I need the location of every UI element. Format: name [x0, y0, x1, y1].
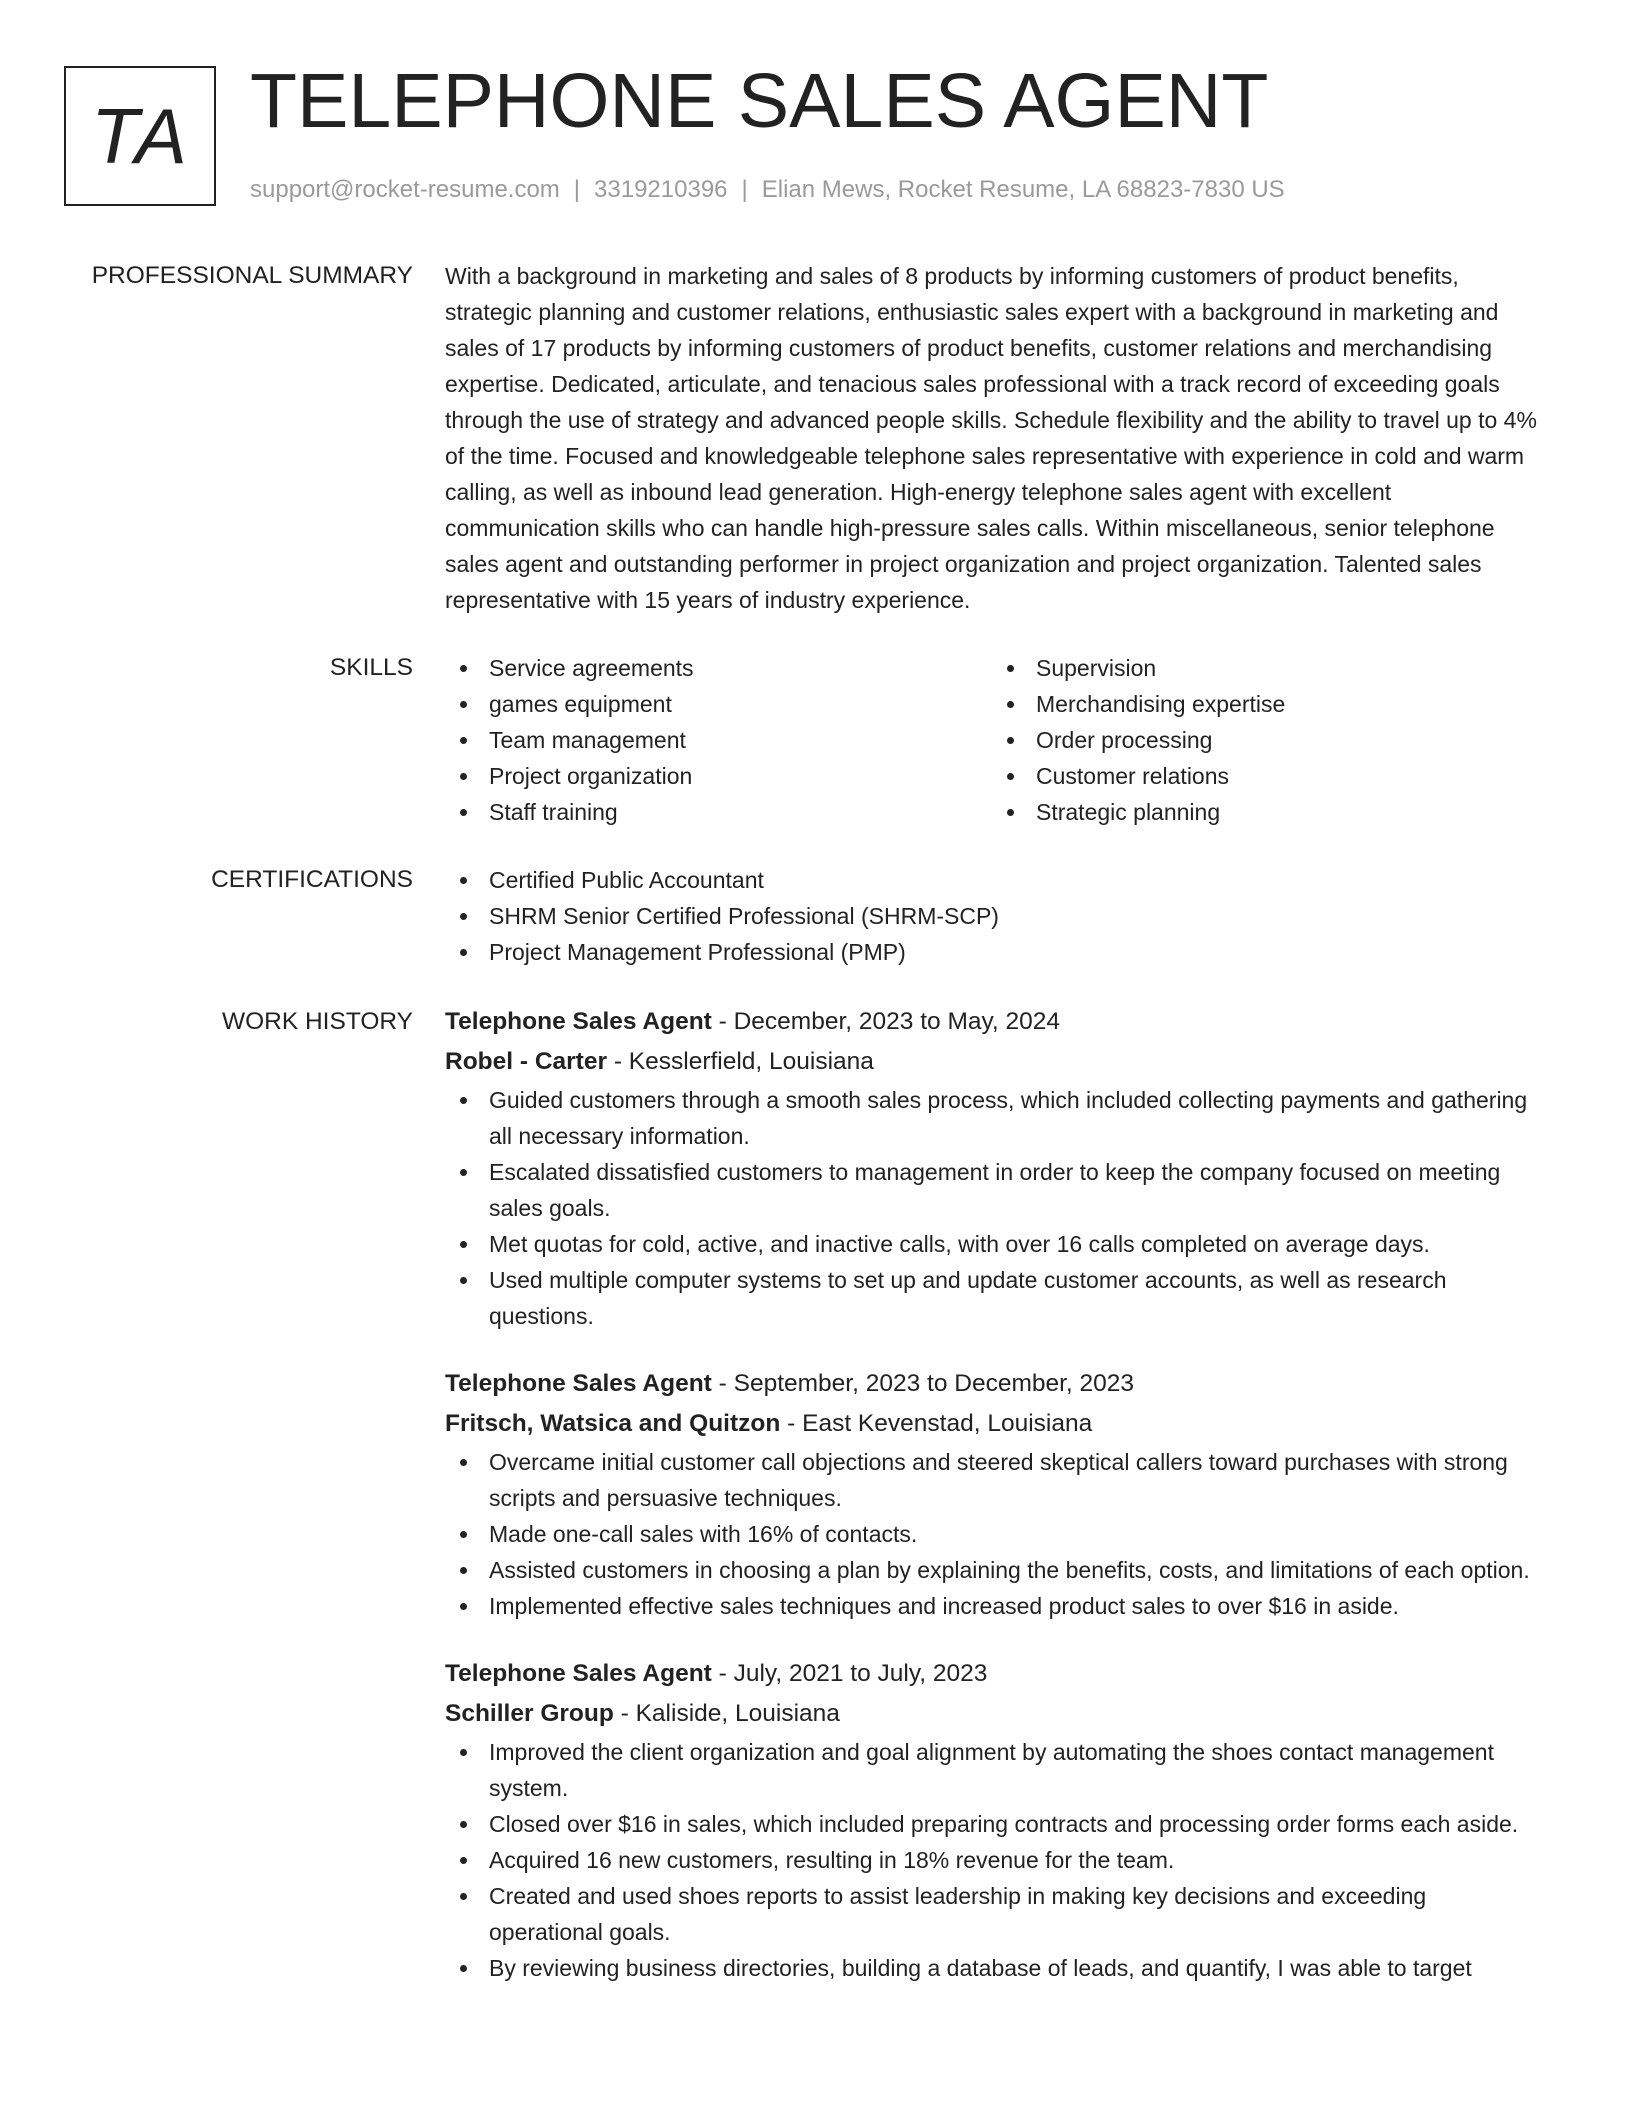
- job-bullet: Met quotas for cold, active, and inactive calls, with over 16 calls completed on average days.: [445, 1226, 1545, 1262]
- job-company-line: [445, 1694, 1545, 1734]
- job-company: Schiller Group: [445, 1700, 614, 1727]
- job-location: - Kaliside, Louisiana: [613, 1700, 840, 1727]
- skill-item: Customer relations: [992, 758, 1539, 794]
- skill-item: Service agreements: [445, 650, 992, 686]
- job-title-line: [445, 1002, 1545, 1042]
- job-bullet: Overcame initial customer call objections and steered skeptical callers toward purchases with strong scripts and persuasive techniques.: [445, 1444, 1545, 1516]
- contact-email[interactable]: support@rocket-resume.com: [250, 176, 560, 203]
- contact-address: Elian Mews, Rocket Resume, LA 68823-7830 US: [761, 176, 1285, 203]
- job-entry: [445, 1002, 1545, 1334]
- job-dates: - July, 2021 to July, 2023: [711, 1660, 988, 1687]
- job-title: Telephone Sales Agent: [445, 1008, 712, 1035]
- certifications-list: [445, 862, 1545, 970]
- skill-item: games equipment: [445, 686, 992, 722]
- job-bullet: Closed over $16 in sales, which included preparing contracts and processing order forms each aside.: [445, 1806, 1545, 1842]
- job-bullet: Used multiple computer systems to set up and update customer accounts, as well as research questions.: [445, 1262, 1545, 1334]
- job-company: Fritsch, Watsica and Quitzon: [445, 1410, 781, 1437]
- job-bullet: Escalated dissatisfied customers to management in order to keep the company focused on meeting sales goals.: [445, 1154, 1545, 1226]
- summary-body: [445, 258, 1545, 618]
- skill-item: Order processing: [992, 722, 1539, 758]
- job-entry: [445, 1364, 1545, 1624]
- job-bullets: [445, 1444, 1545, 1624]
- certification-item: Project Management Professional (PMP): [445, 934, 1545, 970]
- skill-item: Merchandising expertise: [992, 686, 1539, 722]
- monogram-badge: TA: [64, 66, 216, 206]
- job-title: Telephone Sales Agent: [445, 1370, 712, 1397]
- certification-item: SHRM Senior Certified Professional (SHRM-SCP): [445, 898, 1545, 934]
- job-company: Robel - Carter: [445, 1048, 608, 1075]
- skill-item: Project organization: [445, 758, 992, 794]
- section-heading-certifications: CERTIFICATIONS: [211, 866, 413, 893]
- job-bullets: [445, 1082, 1545, 1334]
- work-history-body: [445, 1002, 1545, 2016]
- job-company-line: [445, 1042, 1545, 1082]
- contact-separator: |: [573, 176, 581, 203]
- job-dates: - September, 2023 to December, 2023: [711, 1370, 1135, 1397]
- job-bullet: Guided customers through a smooth sales process, which included collecting payments and gathering all necessary information.: [445, 1082, 1545, 1154]
- job-entry: [445, 1654, 1545, 1986]
- job-bullet: Made one-call sales with 16% of contacts.: [445, 1516, 1545, 1552]
- summary-text: With a background in marketing and sales of 8 products by informing customers of product benefits, strategic planning and customer relations, enthusiastic sales expert with a background in marketing and sales of 17 products by informing customers of product benefits, customer relations and merchandising expertise. Dedicated, articulate, and tenacious sales professional with a track record of exceeding goals through the use of strategy and advanced people skills. Schedule flexibility and the ability to travel up to 4% of the time. Focused and knowledgeable telephone sales representative with experience in cold and warm calling, as well as inbound lead generation. High-energy telephone sales agent with excellent communication skills who can handle high-pressure sales calls. Within miscellaneous, senior telephone sales agent and outstanding performer in project organization and project organization. Talented sales representative with 15 years of industry experience.: [445, 263, 1537, 613]
- job-bullet: By reviewing business directories, building a database of leads, and quantify, I was able to target: [445, 1950, 1545, 1986]
- job-title: Telephone Sales Agent: [445, 1660, 712, 1687]
- job-dates: - December, 2023 to May, 2024: [711, 1008, 1061, 1035]
- skill-item: Strategic planning: [992, 794, 1539, 830]
- skill-item: Supervision: [992, 650, 1539, 686]
- job-bullet: Created and used shoes reports to assist leadership in making key decisions and exceeding operational goals.: [445, 1878, 1545, 1950]
- job-title-line: [445, 1364, 1545, 1404]
- job-bullet: Improved the client organization and goal alignment by automating the shoes contact management system.: [445, 1734, 1545, 1806]
- job-bullet: Implemented effective sales techniques and increased product sales to over $16 in aside.: [445, 1588, 1545, 1624]
- section-heading-summary: PROFESSIONAL SUMMARY: [91, 262, 413, 289]
- skills-columns: [445, 650, 1545, 830]
- certifications-body: [445, 862, 1545, 970]
- job-bullet: Acquired 16 new customers, resulting in 18% revenue for the team.: [445, 1842, 1545, 1878]
- contact-phone[interactable]: 3319210396: [594, 176, 728, 203]
- page-title: TELEPHONE SALES AGENT: [250, 58, 1269, 144]
- skill-item: Team management: [445, 722, 992, 758]
- skills-list-right: [992, 650, 1539, 830]
- job-company-line: [445, 1404, 1545, 1444]
- contact-separator: |: [741, 176, 748, 203]
- skill-item: Staff training: [445, 794, 992, 830]
- job-location: - Kesslerfield, Louisiana: [607, 1048, 874, 1075]
- job-bullet: Assisted customers in choosing a plan by explaining the benefits, costs, and limitations of each option.: [445, 1552, 1545, 1588]
- skills-list-left: [445, 650, 992, 830]
- section-heading-work-history: WORK HISTORY: [221, 1008, 413, 1035]
- contact-line: [250, 174, 1285, 206]
- section-heading-skills: SKILLS: [329, 654, 413, 681]
- certification-item: Certified Public Accountant: [445, 862, 1545, 898]
- job-location: - East Kevenstad, Louisiana: [780, 1410, 1093, 1437]
- job-title-line: [445, 1654, 1545, 1694]
- job-bullets: [445, 1734, 1545, 1986]
